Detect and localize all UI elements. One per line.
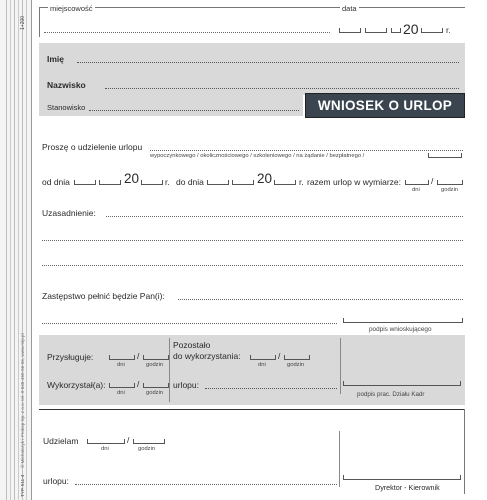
used-hours-field[interactable] xyxy=(143,383,169,388)
substitute-field[interactable] xyxy=(178,299,463,300)
leave-types-caption: wypoczynkowego / okolicznościowego / szkoleniowego / na żądanie / bezpłatnego / xyxy=(150,153,365,159)
to-year-field[interactable] xyxy=(274,180,296,185)
last-name-field[interactable] xyxy=(105,88,459,89)
entitled-days-field[interactable] xyxy=(109,355,135,360)
grant-hours-caption: godzin xyxy=(138,446,156,452)
date-year-field[interactable] xyxy=(421,28,443,33)
from-label: od dnia xyxy=(42,177,70,187)
entitled-hours-caption: godzin xyxy=(146,362,164,368)
grant-days-field[interactable] xyxy=(87,439,125,444)
personal-data-box xyxy=(39,43,465,95)
hr-box xyxy=(39,335,465,405)
date-month-field[interactable] xyxy=(365,28,387,33)
entitled-hours-field[interactable] xyxy=(143,355,169,360)
director-signature-caption: Dyrektor - Kierownik xyxy=(375,483,440,492)
margin-strip xyxy=(26,0,27,500)
margin-strip xyxy=(6,0,7,500)
remaining-label-1: Pozostało xyxy=(173,340,211,350)
side-publisher: © Michalczyk i Prokop Sp. z o.o. tel. 0-848-465-56-56, www.mip.pl xyxy=(20,333,25,468)
director-signature-field[interactable] xyxy=(343,475,461,480)
grant-slash: / xyxy=(127,435,130,445)
used-days-field[interactable] xyxy=(109,383,135,388)
from-day-field[interactable] xyxy=(74,180,96,185)
hr-divider xyxy=(340,338,341,394)
margin-strip xyxy=(18,0,19,500)
used-days-caption: dni xyxy=(117,390,125,396)
grant-label: Udzielam xyxy=(43,436,79,446)
total-hours-field[interactable] xyxy=(437,180,463,185)
date-day-field[interactable] xyxy=(339,28,361,33)
requester-signature-field[interactable] xyxy=(343,318,463,323)
substitute-line-2[interactable] xyxy=(42,323,337,324)
used-label: Wykorzystał(a): xyxy=(47,380,106,390)
leave-type-extra-field[interactable] xyxy=(428,153,462,158)
remaining-days-caption: dni xyxy=(258,362,266,368)
remaining-hours-field[interactable] xyxy=(284,355,310,360)
to-label: do dnia xyxy=(176,177,204,187)
remaining-slash: / xyxy=(278,351,281,361)
total-slash: / xyxy=(431,176,434,186)
total-label: razem urlop w wymiarze: xyxy=(307,177,401,187)
margin-strip xyxy=(14,0,15,500)
grant-hours-field[interactable] xyxy=(133,439,165,444)
total-days-field[interactable] xyxy=(405,180,429,185)
to-month-field[interactable] xyxy=(232,180,254,185)
remaining-days-field[interactable] xyxy=(250,355,276,360)
approval-leave-field[interactable] xyxy=(75,484,337,485)
justification-line-3[interactable] xyxy=(42,265,463,266)
used-hours-caption: godzin xyxy=(146,390,164,396)
approval-leave-label: urlopu: xyxy=(43,476,69,486)
position-label: Stanowisko xyxy=(47,103,86,112)
side-code-top: 1+200 xyxy=(20,15,26,30)
leave-label: urlopu: xyxy=(173,380,199,390)
date-year-suffix: r. xyxy=(446,25,451,35)
title-banner xyxy=(305,93,465,118)
approval-divider xyxy=(339,431,340,487)
side-code-bottom: TYP. 511-4 xyxy=(20,474,25,497)
first-name-label: Imię xyxy=(47,54,65,64)
from-month-field[interactable] xyxy=(99,180,121,185)
last-name-label: Nazwisko xyxy=(47,80,86,90)
total-days-caption: dni xyxy=(412,187,420,193)
from-year-prefix: 20 xyxy=(124,171,140,186)
substitute-label: Zastępstwo pełnić będzie Pan(i): xyxy=(42,291,165,301)
hr-divider xyxy=(169,338,170,402)
remaining-hours-caption: godzin xyxy=(287,362,305,368)
first-name-field[interactable] xyxy=(77,62,459,63)
margin-border xyxy=(31,0,32,500)
place-field[interactable] xyxy=(44,32,330,33)
request-label: Proszę o udzielenie urlopu xyxy=(42,142,143,152)
margin-strip xyxy=(10,0,11,500)
total-hours-caption: godzin xyxy=(441,187,459,193)
left-margin xyxy=(0,0,31,500)
justification-line-2[interactable] xyxy=(42,240,463,241)
to-year-prefix: 20 xyxy=(257,171,273,186)
hr-signature-caption: podpis prac. Działu Kadr xyxy=(357,391,425,398)
place-date-row xyxy=(39,4,465,37)
leave-type-field[interactable] xyxy=(150,150,463,151)
remaining-label-2: do wykorzystania: xyxy=(173,351,241,361)
date-extra-field[interactable] xyxy=(391,28,401,33)
requester-signature-caption: podpis wnioskującego xyxy=(369,326,432,333)
leave-field[interactable] xyxy=(205,388,337,389)
from-year-field[interactable] xyxy=(141,180,163,185)
place-label: miejscowość xyxy=(50,4,93,13)
position-field[interactable] xyxy=(89,110,299,111)
justification-label: Uzasadnienie: xyxy=(42,208,96,218)
date-year-prefix: 20 xyxy=(403,21,419,37)
from-year-suffix: r. xyxy=(165,177,170,187)
entitled-slash: / xyxy=(137,351,140,361)
date-label: data xyxy=(342,4,357,13)
position-row xyxy=(39,95,303,116)
justification-line-1[interactable] xyxy=(106,216,463,217)
hr-signature-field[interactable] xyxy=(343,381,461,386)
approval-section xyxy=(39,409,465,494)
to-day-field[interactable] xyxy=(207,180,229,185)
used-slash: / xyxy=(137,379,140,389)
to-year-suffix: r. xyxy=(299,177,304,187)
entitled-days-caption: dni xyxy=(117,362,125,368)
entitled-label: Przysługuje: xyxy=(47,352,94,362)
grant-days-caption: dni xyxy=(101,446,109,452)
form-title: WNIOSEK O URLOP xyxy=(317,98,453,113)
